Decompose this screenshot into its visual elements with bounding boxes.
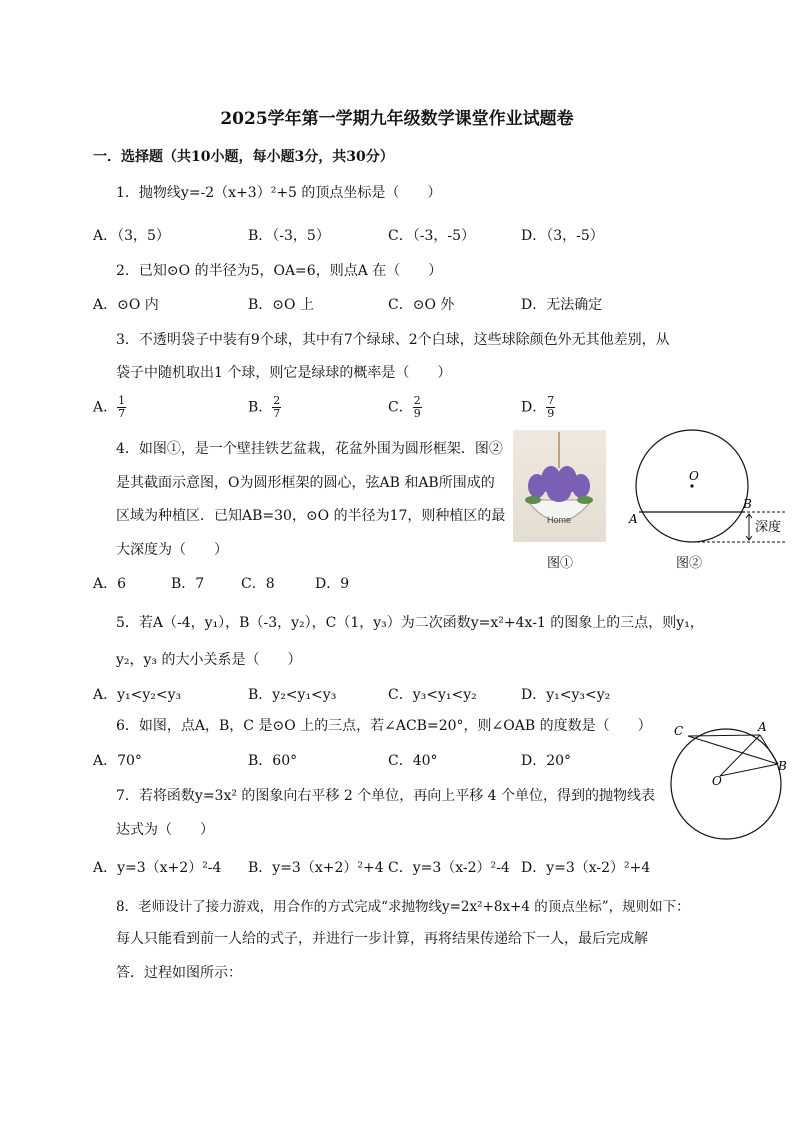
question-2-stem: 2．已知⊙O 的半径为5，OA=6，则点A 在（ ） <box>116 263 443 279</box>
question-4-stem-line2: 是其截面示意图，O为圆形框架的圆心，弦AB 和AB所围成的 <box>116 475 495 491</box>
question-8-stem-line3: 答．过程如图所示： <box>116 965 242 981</box>
q1-option-c: C．（-3，-5） <box>388 228 475 244</box>
q7-option-a: A．y=3（x+2）²-4 <box>93 860 222 876</box>
question-4-stem-line4: 大深度为（ ） <box>116 542 228 558</box>
question-5-stem-line1: 5．若A（-4，y₁），B（-3，y₂），C（1，y₃）为二次函数y=x²+4x-1 的图象上的三点，则y₁， <box>116 615 704 631</box>
question-4-stem-line1: 4．如图①，是一个壁挂铁艺盆栽，花盆外围为圆形框架．图② <box>116 441 503 457</box>
question-6-stem: 6．如图，点A，B，C 是⊙O 上的三点，若∠ACB=20°，则∠OAB 的度数是（ ） <box>116 718 652 734</box>
q4-option-d: D．9 <box>315 576 350 592</box>
q1-option-a: A．（3，5） <box>93 228 170 244</box>
q6-option-b: B．60° <box>248 753 298 769</box>
label-a: A <box>629 512 638 526</box>
question-8-stem-line1: 8．老师设计了接力游戏，用合作的方式完成“求抛物线y=2x²+8x+4 的顶点坐标”，规则如下： <box>116 899 690 915</box>
pot-label: Home <box>546 515 572 525</box>
q4-option-c: C．8 <box>241 576 275 592</box>
label-o: O <box>712 774 722 788</box>
q4-option-b: B．7 <box>171 576 205 592</box>
q5-option-b: B．y₂<y₁<y₃ <box>248 687 337 703</box>
fraction: $\frac{2}{9}$ <box>413 394 421 420</box>
fraction: $\frac{7}{9}$ <box>547 394 555 420</box>
q5-option-c: C．y₃<y₁<y₂ <box>388 687 477 703</box>
q7-option-c: C．y=3（x-2）²-4 <box>388 860 510 876</box>
q5-option-a: A．y₁<y₂<y₃ <box>93 687 182 703</box>
q4-option-a: A．6 <box>93 576 127 592</box>
q5-option-d: D．y₁<y₃<y₂ <box>521 687 611 703</box>
hanging-planter-photo <box>513 430 606 542</box>
question-8-stem-line2: 每人只能看到前一人给的式子，并进行一步计算，再将结果传递给下一人，最后完成解 <box>116 931 648 947</box>
question-5-stem-line2: y₂，y₃ 的大小关系是（ ） <box>116 652 302 668</box>
q1-option-b: B．（-3，5） <box>248 228 330 244</box>
label-o: O <box>689 469 699 483</box>
q2-option-d: D．无法确定 <box>521 297 603 313</box>
label-a: A <box>758 720 767 734</box>
label-b: B <box>778 759 787 773</box>
question-3-stem-line2: 袋子中随机取出1 个球，则它是绿球的概率是（ ） <box>116 365 452 381</box>
q6-option-d: D．20° <box>521 753 572 769</box>
q7-option-b: B．y=3（x+2）²+4 <box>248 860 384 876</box>
figure-2-caption: 图② <box>676 556 703 571</box>
q2-option-c: C．⊙O 外 <box>388 297 455 313</box>
label-depth: 深度 <box>755 520 782 535</box>
question-7-stem-line2: 达式为（ ） <box>116 822 214 838</box>
question-1-stem: 1．抛物线y=-2（x+3）²+5 的顶点坐标是（ ） <box>116 185 442 201</box>
q1-option-d: D．（3，-5） <box>521 228 604 244</box>
q3-option-b: B． $\frac{2}{7}$ <box>248 394 281 420</box>
question-7-stem-line1: 7．若将函数y=3x² 的图象向右平移 2 个单位，再向上平移 4 个单位，得到的抛物线表 <box>116 788 656 804</box>
q2-option-b: B．⊙O 上 <box>248 297 314 313</box>
fraction: $\frac{1}{7}$ <box>118 394 126 420</box>
question-4-stem-line3: 区域为种植区．已知AB=30，⊙O 的半径为17，则种植区的最 <box>116 508 506 524</box>
page-title: 2025学年第一学期九年级数学课堂作业试题卷 <box>220 109 574 129</box>
question-3-stem-line1: 3．不透明袋子中装有9个球，其中有7个绿球、2个白球，这些球除颜色外无其他差别，从 <box>116 332 670 348</box>
q6-option-a: A．70° <box>93 753 142 769</box>
q3-option-d: D． $\frac{7}{9}$ <box>521 394 555 420</box>
figure-1-caption: 图① <box>547 556 574 571</box>
q7-option-d: D．y=3（x-2）²+4 <box>521 860 651 876</box>
section-heading: 一．选择题（共10小题，每小题3分，共30分） <box>93 149 394 165</box>
label-c: C <box>674 724 684 738</box>
q3-option-a: A． $\frac{1}{7}$ <box>93 394 126 420</box>
q6-option-c: C．40° <box>388 753 438 769</box>
q3-option-c: C． $\frac{2}{9}$ <box>388 394 421 420</box>
q2-option-a: A．⊙O 内 <box>93 297 159 313</box>
label-b: B <box>743 497 752 511</box>
q6-circle-diagram <box>668 716 792 851</box>
circle-section-diagram <box>625 428 790 553</box>
fraction: $\frac{2}{7}$ <box>273 394 281 420</box>
